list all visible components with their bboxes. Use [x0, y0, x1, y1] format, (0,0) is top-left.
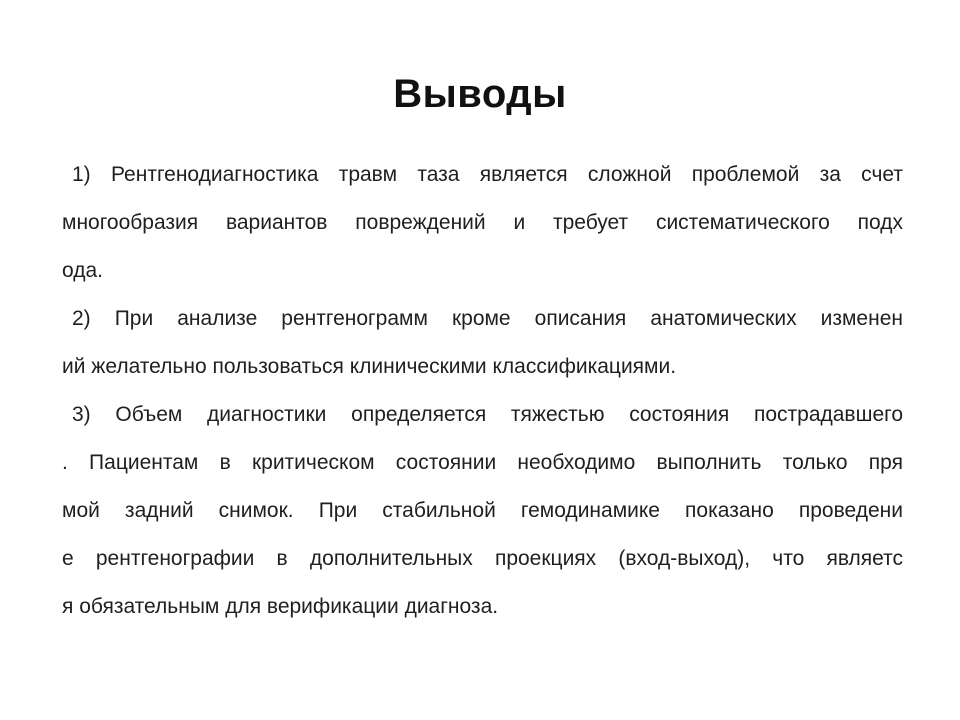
conclusion-paragraph-3 [62, 391, 903, 631]
paragraph-line: я обязательным для верификации диагноза. [62, 595, 499, 618]
paragraph-line: 1) Рентгенодиагностика травм таза является сложной проблемой за счет [72, 163, 903, 186]
paragraph-line: ий желательно пользоваться клиническими классификациями. [62, 355, 677, 378]
conclusion-paragraph-1 [62, 151, 903, 295]
slide-body [62, 151, 903, 631]
slide-title: Выводы [393, 72, 567, 116]
paragraph-line: многообразия вариантов повреждений и требует систематического подх [62, 211, 903, 234]
paragraph-line: 2) При анализе рентгенограмм кроме описания анатомических изменен [72, 307, 903, 330]
paragraph-line: . Пациентам в критическом состоянии необходимо выполнить только пря [62, 451, 903, 474]
paragraph-line: ода. [62, 259, 103, 282]
paragraph-line: мой задний снимок. При стабильной гемодинамике показано проведени [62, 499, 903, 522]
paragraph-line: е рентгенографии в дополнительных проекциях (вход-выход), что являетс [62, 547, 903, 570]
conclusion-paragraph-2 [62, 295, 903, 391]
paragraph-line: 3) Объем диагностики определяется тяжестью состояния пострадавшего [72, 403, 903, 426]
